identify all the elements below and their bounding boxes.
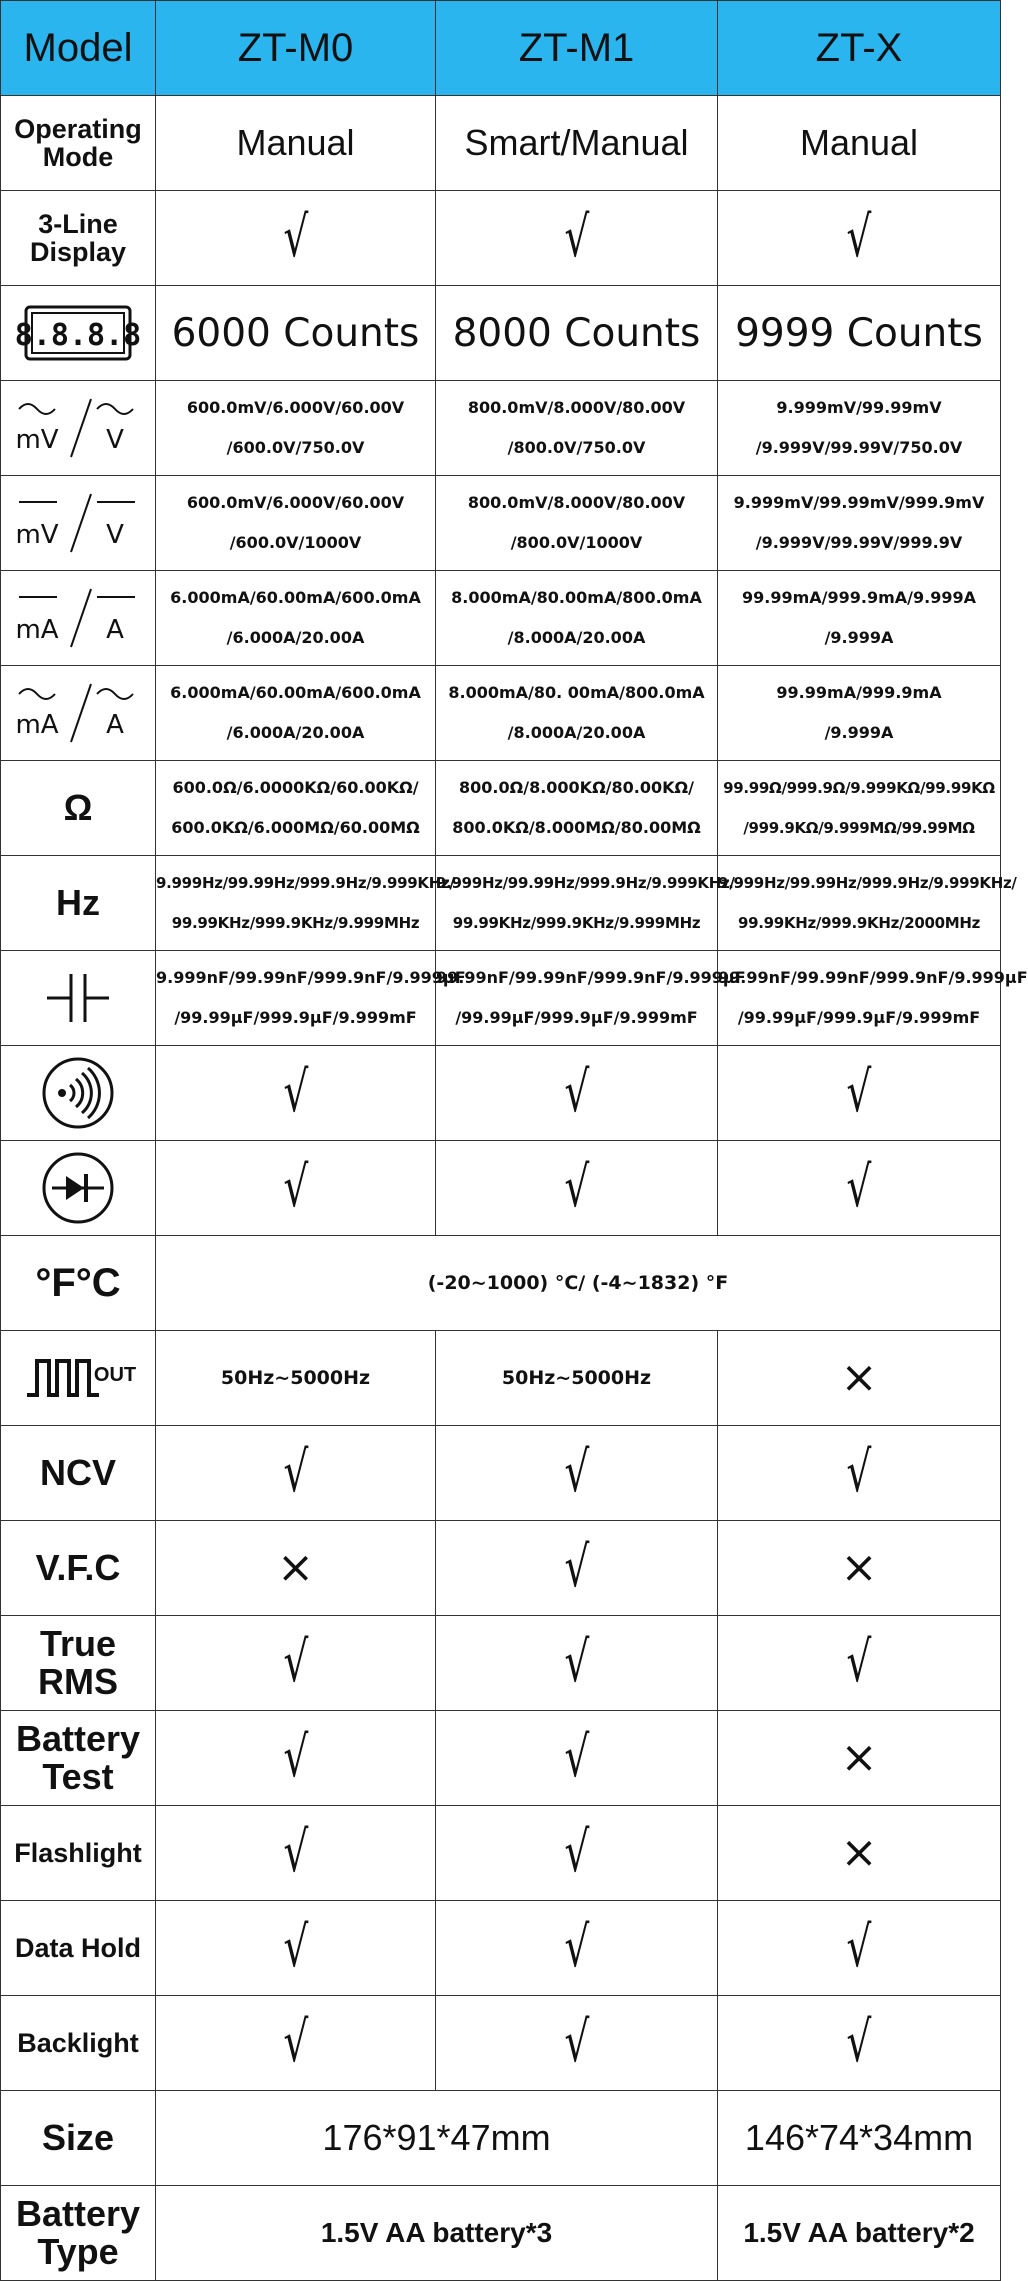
backlight-m1	[436, 1996, 718, 2091]
temperature-range: (-20~1000) °C/ (-4~1832) °F	[156, 1236, 1001, 1331]
ac-voltage-m0: 600.0mV/6.000V/60.00V /600.0V/750.0V	[156, 381, 436, 476]
ac-current-x: 99.99mA/999.9mA /9.999A	[718, 666, 1001, 761]
row-three-line-display	[1, 191, 1001, 286]
data-hold-x	[718, 1901, 1001, 1996]
square-wave-out-icon	[1, 1331, 156, 1426]
square-wave-m0: 50Hz~5000Hz	[156, 1331, 436, 1426]
ac-current-m0: 6.000mA/60.00mA/600.0mA /6.000A/20.00A	[156, 666, 436, 761]
three-line-m0	[156, 191, 436, 286]
backlight-x	[718, 1996, 1001, 2091]
svg-text:8.8.8.8: 8.8.8.8	[14, 318, 142, 353]
svg-text:V: V	[106, 520, 124, 550]
check-icon: √	[283, 2010, 308, 2075]
label-true-rms: True RMS	[1, 1616, 156, 1711]
vfc-m1	[436, 1521, 718, 1616]
diode-x	[718, 1141, 1001, 1236]
label-backlight: Backlight	[1, 1996, 156, 2091]
cross-icon: ×	[840, 1732, 878, 1783]
check-icon: √	[283, 205, 308, 270]
check-icon: √	[846, 1915, 872, 1980]
label-size: Size	[1, 2091, 156, 2186]
flashlight-x	[718, 1806, 1001, 1901]
check-icon: √	[564, 1155, 589, 1220]
check-icon: √	[846, 1155, 872, 1220]
battery-type-x: 1.5V AA battery*2	[718, 2186, 1001, 2281]
continuity-m1	[436, 1046, 718, 1141]
check-icon: √	[283, 1725, 308, 1790]
label-three-line-display: 3-Line Display	[1, 191, 156, 286]
check-icon: √	[283, 1820, 308, 1885]
svg-text:V: V	[106, 425, 124, 455]
cross-icon: ×	[840, 1827, 878, 1878]
row-operating-mode	[1, 96, 1001, 191]
svg-text:mV: mV	[15, 520, 59, 550]
counts-x: 9999 Counts	[718, 286, 1001, 381]
model-zt-x: ZT-X	[718, 1, 1001, 96]
ncv-m1	[436, 1426, 718, 1521]
row-battery-type	[1, 2186, 1001, 2281]
diode-m1	[436, 1141, 718, 1236]
svg-text:OUT: OUT	[93, 1364, 137, 1386]
row-data-hold	[1, 1901, 1001, 1996]
ac-voltage-icon	[1, 381, 156, 476]
operating-mode-m1: Smart/Manual	[436, 96, 718, 191]
battery-type-m0-m1: 1.5V AA battery*3	[156, 2186, 718, 2281]
check-icon: √	[564, 1440, 589, 1505]
counts-m1: 8000 Counts	[436, 286, 718, 381]
capacitance-m0: 9.999nF/99.99nF/999.9nF/9.999μF /99.99μF/999.9μF/9.999mF	[156, 951, 436, 1046]
label-flashlight: Flashlight	[1, 1806, 156, 1901]
label-frequency: Hz	[1, 856, 156, 951]
header-row	[1, 1, 1001, 96]
check-icon: √	[564, 1060, 589, 1125]
battery-test-x	[718, 1711, 1001, 1806]
dc-current-icon	[1, 571, 156, 666]
dc-voltage-m1: 800.0mV/8.000V/80.00V /800.0V/1000V	[436, 476, 718, 571]
svg-text:mV: mV	[15, 425, 59, 455]
check-icon: √	[846, 205, 872, 270]
ncv-m0	[156, 1426, 436, 1521]
capacitance-m1: 99.99nF/99.99nF/999.9nF/9.999μF /99.99μF/999.9μF/9.999mF	[436, 951, 718, 1046]
row-continuity	[1, 1046, 1001, 1141]
dc-voltage-x: 9.999mV/99.99mV/999.9mV /9.999V/99.99V/999.9V	[718, 476, 1001, 571]
data-hold-m1	[436, 1901, 718, 1996]
true-rms-x	[718, 1616, 1001, 1711]
ac-voltage-m1: 800.0mV/8.000V/80.00V /800.0V/750.0V	[436, 381, 718, 476]
row-flashlight	[1, 1806, 1001, 1901]
continuity-x	[718, 1046, 1001, 1141]
check-icon: √	[283, 1060, 308, 1125]
resistance-x: 99.99Ω/999.9Ω/9.999KΩ/99.99KΩ /999.9KΩ/9.999MΩ/99.99MΩ	[718, 761, 1001, 856]
svg-text:A: A	[106, 710, 124, 740]
check-icon: √	[564, 205, 589, 270]
row-true-rms	[1, 1616, 1001, 1711]
row-frequency	[1, 856, 1001, 951]
row-backlight	[1, 1996, 1001, 2091]
label-battery-test: Battery Test	[1, 1711, 156, 1806]
label-resistance: Ω	[1, 761, 156, 856]
size-x: 146*74*34mm	[718, 2091, 1001, 2186]
flashlight-m1	[436, 1806, 718, 1901]
label-battery-type: Battery Type	[1, 2186, 156, 2281]
dc-voltage-icon	[1, 476, 156, 571]
counts-m0: 6000 Counts	[156, 286, 436, 381]
check-icon: √	[564, 1630, 589, 1695]
ac-current-icon	[1, 666, 156, 761]
check-icon: √	[564, 1535, 589, 1600]
row-ac-voltage	[1, 381, 1001, 476]
row-ac-current	[1, 666, 1001, 761]
display-digits-icon	[1, 286, 156, 381]
operating-mode-m0: Manual	[156, 96, 436, 191]
row-ncv	[1, 1426, 1001, 1521]
row-counts	[1, 286, 1001, 381]
dc-current-m1: 8.000mA/80.00mA/800.0mA /8.000A/20.00A	[436, 571, 718, 666]
check-icon: √	[283, 1440, 308, 1505]
check-icon: √	[564, 1820, 589, 1885]
row-battery-test	[1, 1711, 1001, 1806]
label-ncv: NCV	[1, 1426, 156, 1521]
flashlight-m0	[156, 1806, 436, 1901]
model-zt-m0: ZT-M0	[156, 1, 436, 96]
row-size	[1, 2091, 1001, 2186]
label-data-hold: Data Hold	[1, 1901, 156, 1996]
battery-test-m0	[156, 1711, 436, 1806]
operating-mode-x: Manual	[718, 96, 1001, 191]
check-icon: √	[564, 2010, 589, 2075]
capacitance-x: 99.99nF/99.99nF/999.9nF/9.999μF /99.99μF/999.9μF/9.999mF	[718, 951, 1001, 1046]
vfc-m0	[156, 1521, 436, 1616]
capacitor-icon	[1, 951, 156, 1046]
backlight-m0	[156, 1996, 436, 2091]
dc-current-m0: 6.000mA/60.00mA/600.0mA /6.000A/20.00A	[156, 571, 436, 666]
label-vfc: V.F.C	[1, 1521, 156, 1616]
continuity-buzzer-icon	[1, 1046, 156, 1141]
check-icon: √	[564, 1725, 589, 1790]
svg-text:mA: mA	[15, 710, 59, 740]
row-diode	[1, 1141, 1001, 1236]
svg-text:A: A	[106, 615, 124, 645]
row-resistance	[1, 761, 1001, 856]
diode-icon	[1, 1141, 156, 1236]
resistance-m1: 800.0Ω/8.000KΩ/80.00KΩ/ 800.0KΩ/8.000MΩ/80.00MΩ	[436, 761, 718, 856]
continuity-m0	[156, 1046, 436, 1141]
battery-test-m1	[436, 1711, 718, 1806]
frequency-x: 9.999Hz/99.99Hz/999.9Hz/9.999KHz/ 99.99KHz/999.9KHz/2000MHz	[718, 856, 1001, 951]
check-icon: √	[283, 1155, 308, 1220]
square-wave-x	[718, 1331, 1001, 1426]
svg-text:mA: mA	[15, 615, 59, 645]
row-temperature	[1, 1236, 1001, 1331]
row-dc-voltage	[1, 476, 1001, 571]
check-icon: √	[846, 1060, 872, 1125]
cross-icon: ×	[277, 1542, 314, 1593]
true-rms-m1	[436, 1616, 718, 1711]
ac-voltage-x: 9.999mV/99.99mV /9.999V/99.99V/750.0V	[718, 381, 1001, 476]
dc-current-x: 99.99mA/999.9mA/9.999A /9.999A	[718, 571, 1001, 666]
check-icon: √	[846, 1630, 872, 1695]
true-rms-m0	[156, 1616, 436, 1711]
diode-m0	[156, 1141, 436, 1236]
model-header: Model	[1, 1, 156, 96]
label-operating-mode: Operating Mode	[1, 96, 156, 191]
three-line-x	[718, 191, 1001, 286]
ac-current-m1: 8.000mA/80. 00mA/800.0mA /8.000A/20.00A	[436, 666, 718, 761]
cross-icon: ×	[840, 1542, 878, 1593]
check-icon: √	[846, 2010, 872, 2075]
row-square-wave	[1, 1331, 1001, 1426]
vfc-x	[718, 1521, 1001, 1616]
check-icon: √	[846, 1440, 872, 1505]
ncv-x	[718, 1426, 1001, 1521]
row-capacitance	[1, 951, 1001, 1046]
model-zt-m1: ZT-M1	[436, 1, 718, 96]
check-icon: √	[283, 1915, 308, 1980]
size-m0-m1: 176*91*47mm	[156, 2091, 718, 2186]
check-icon: √	[564, 1915, 589, 1980]
data-hold-m0	[156, 1901, 436, 1996]
resistance-m0: 600.0Ω/6.0000KΩ/60.00KΩ/ 600.0KΩ/6.000MΩ/60.00MΩ	[156, 761, 436, 856]
check-icon: √	[283, 1630, 308, 1695]
square-wave-m1: 50Hz~5000Hz	[436, 1331, 718, 1426]
cross-icon: ×	[840, 1352, 878, 1403]
dc-voltage-m0: 600.0mV/6.000V/60.00V /600.0V/1000V	[156, 476, 436, 571]
label-temperature: °F°C	[1, 1236, 156, 1331]
frequency-m1: 9.999Hz/99.99Hz/999.9Hz/9.999KHz/ 99.99KHz/999.9KHz/9.999MHz	[436, 856, 718, 951]
row-dc-current	[1, 571, 1001, 666]
three-line-m1	[436, 191, 718, 286]
frequency-m0: 9.999Hz/99.99Hz/999.9Hz/9.999KHz/ 99.99KHz/999.9KHz/9.999MHz	[156, 856, 436, 951]
row-vfc	[1, 1521, 1001, 1616]
